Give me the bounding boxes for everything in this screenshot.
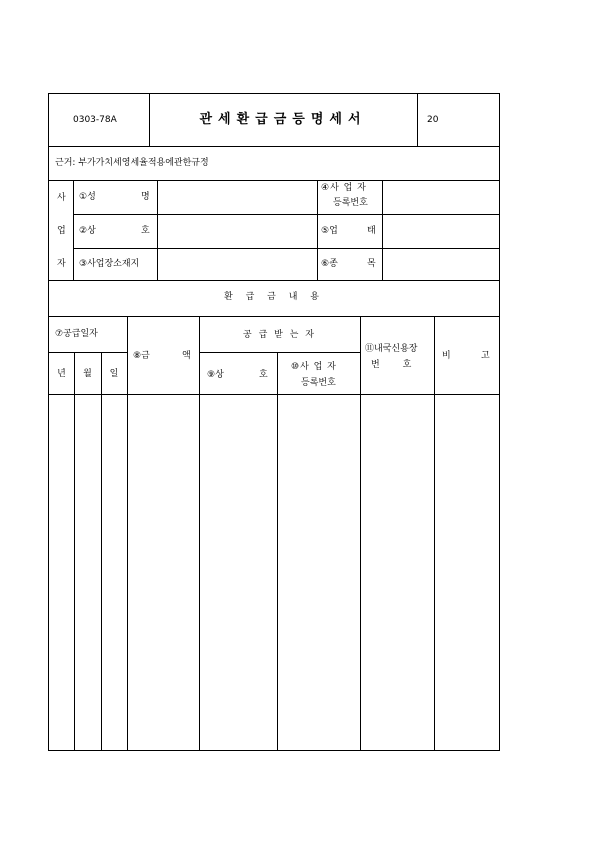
refund-section-title: 환 급 금 내 용 bbox=[224, 292, 324, 302]
refund-statement-form bbox=[48, 93, 500, 751]
name-label-2: 명 bbox=[141, 192, 150, 202]
business-vline-1 bbox=[73, 180, 74, 280]
remarks-label-2: 고 bbox=[481, 351, 490, 361]
remarks-label: 비 bbox=[442, 351, 451, 361]
year-prefix: 20 bbox=[427, 115, 439, 125]
recipient-trade-label-2: 호 bbox=[259, 370, 268, 380]
reg-label-1: ④사 업 자 bbox=[321, 183, 367, 193]
recipient-label: 공 급 받 는 자 bbox=[243, 330, 316, 340]
item-label: ⑥종 bbox=[321, 259, 338, 269]
trade-label-2: 호 bbox=[141, 226, 150, 236]
amount-label-2: 액 bbox=[182, 351, 191, 361]
business-reg-field[interactable] bbox=[384, 182, 497, 212]
basis-text: 근거: 부가가치세영세율적용에관한규정 bbox=[55, 158, 209, 168]
side-label-ja: 자 bbox=[57, 259, 66, 269]
date-sub-divider bbox=[49, 352, 127, 353]
recipient-sub-divider bbox=[199, 352, 360, 353]
recipient-reg-label-1: ⑩사 업 자 bbox=[291, 362, 337, 372]
trade-label: ②상 bbox=[79, 226, 96, 236]
recipient-trade-label: ⑨상 bbox=[207, 370, 224, 380]
basis-divider bbox=[49, 180, 499, 181]
form-code: 0303-78A bbox=[73, 115, 117, 125]
business-type-field[interactable] bbox=[384, 216, 497, 246]
business-divider bbox=[49, 280, 499, 281]
header-divider bbox=[49, 146, 499, 147]
type-label-2: 태 bbox=[367, 226, 376, 236]
trade-name-field[interactable] bbox=[159, 216, 315, 246]
item-label-2: 목 bbox=[367, 259, 376, 269]
amount-label: ⑧금 bbox=[133, 351, 150, 361]
lc-label-2: 번 호 bbox=[371, 360, 412, 370]
header-vline-2 bbox=[417, 94, 418, 146]
lc-label-1: ⑪내국신용장 bbox=[365, 344, 418, 354]
side-label-sa: 사 bbox=[57, 193, 66, 203]
reg-label-2: 등록번호 bbox=[333, 198, 368, 208]
business-item-field[interactable] bbox=[384, 250, 497, 278]
recipient-reg-label-2: 등록번호 bbox=[301, 378, 336, 388]
type-label: ⑤업 bbox=[321, 226, 338, 236]
day-col-label: 일 bbox=[109, 369, 119, 379]
name-label: ①성 bbox=[79, 192, 96, 202]
refund-entries-area[interactable] bbox=[51, 396, 497, 748]
business-vline-2 bbox=[157, 180, 158, 280]
section-divider bbox=[49, 316, 499, 317]
business-vline-4 bbox=[382, 180, 383, 280]
year-field[interactable] bbox=[441, 109, 496, 131]
name-field[interactable] bbox=[159, 182, 315, 212]
business-vline-3 bbox=[317, 180, 318, 280]
address-field[interactable] bbox=[159, 250, 315, 278]
month-col-label: 월 bbox=[83, 369, 92, 379]
table-header-divider bbox=[49, 394, 499, 395]
year-col-label: 년 bbox=[57, 369, 66, 379]
form-title: 관세환급금등명세서 bbox=[199, 112, 367, 127]
row-divider-1 bbox=[73, 214, 499, 215]
supply-date-label: ⑦공급일자 bbox=[55, 329, 98, 339]
row-divider-2 bbox=[73, 248, 499, 249]
address-label: ③사업장소재지 bbox=[79, 259, 140, 269]
side-label-eop: 업 bbox=[57, 226, 66, 236]
